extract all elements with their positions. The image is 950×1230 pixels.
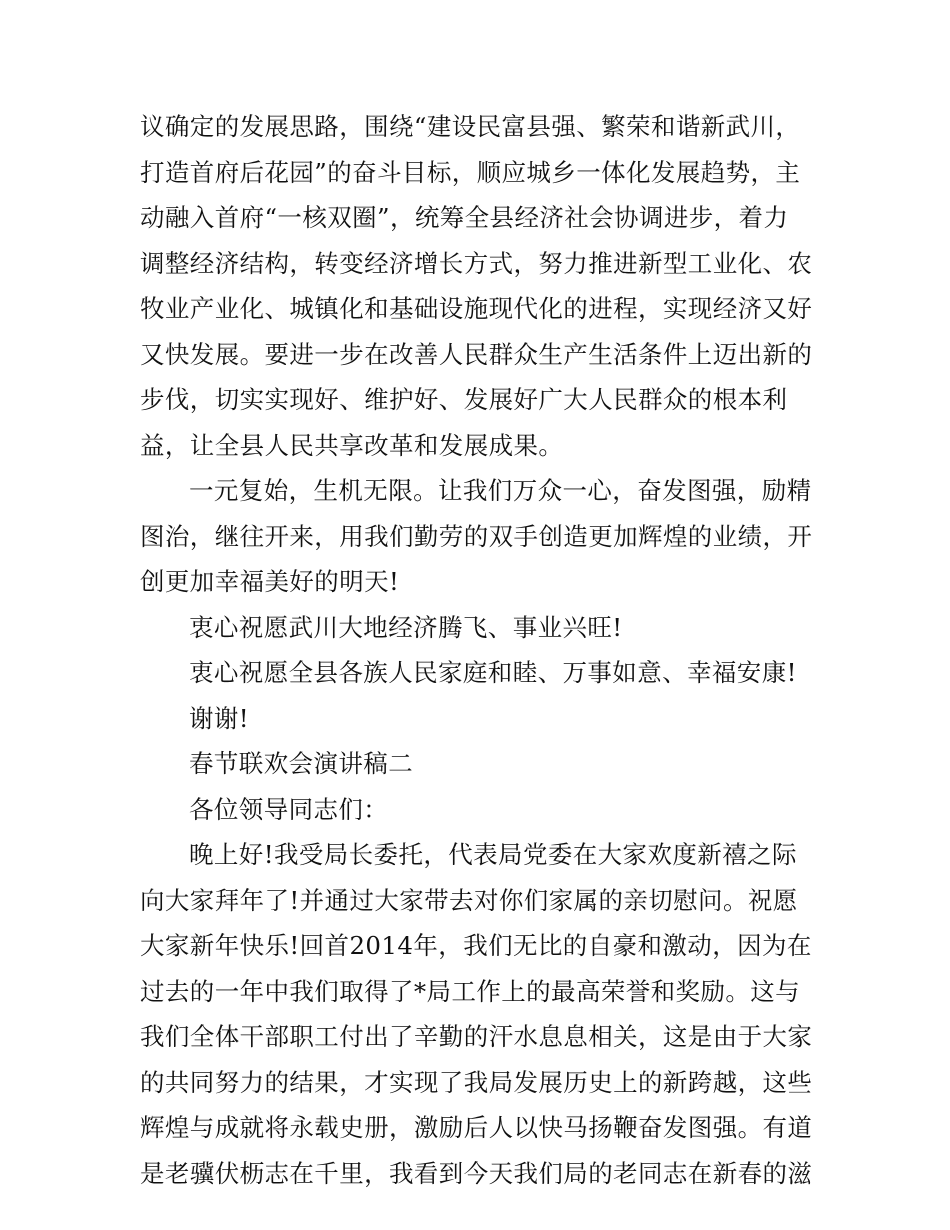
text-line: 过去的一年中我们取得了*局工作上的最高荣誉和奖励。这与: [140, 976, 801, 1006]
text-line: 调整经济结构，转变经济增长方式，努力推进新型工业化、农: [140, 248, 813, 278]
thanks-line: 谢谢!: [189, 703, 250, 733]
text-line: 益，让全县人民共享改革和发展成果。: [140, 430, 564, 460]
text-line: 图治，继往开来，用我们勤劳的双手创造更加辉煌的业绩，开: [140, 521, 813, 551]
paragraph-start-line: 晚上好!我受局长委托，代表局党委在大家欢度新禧之际: [189, 840, 797, 869]
paragraph-start-line: 一元复始，生机无限。让我们万众一心，奋发图强，励精: [189, 476, 812, 505]
text-line: 动融入首府“一核双圈”，统筹全县经济社会协调进步，着力: [140, 203, 789, 232]
text-line: 我们全体干部职工付出了辛勤的汗水息息相关，这是由于大家: [140, 1022, 813, 1051]
text-line: 向大家拜年了!并通过大家带去对你们家属的亲切慰问。祝愿: [140, 885, 798, 915]
text-line: 打造首府后花园”的奋斗目标，顺应城乡一体化发展趋势，主: [140, 157, 801, 187]
text-line: 议确定的发展思路，围绕“建设民富县强、繁荣和谐新武川，: [140, 112, 801, 141]
blessing-line: 衷心祝愿武川大地经济腾飞、事业兴旺!: [189, 612, 623, 642]
text-line: 创更加幸福美好的明天!: [140, 567, 400, 596]
section-title: 春节联欢会演讲稿二: [189, 749, 414, 778]
text-line: 步伐，切实实现好、维护好、发展好广大人民群众的根本利: [140, 385, 788, 414]
text-line: 又快发展。要进一步在改善人民群众生产生活条件上迈出新的: [140, 339, 813, 369]
text-line: 牧业产业化、城镇化和基础设施现代化的进程，实现经济又好: [140, 294, 813, 323]
text-line: 辉煌与成就将永载史册，激励后人以快马扬鞭奋发图强。有道: [140, 1113, 813, 1142]
text-line: 是老骥伏枥志在千里，我看到今天我们局的老同志在新春的滋: [140, 1158, 813, 1188]
blessing-line: 衷心祝愿全县各族人民家庭和睦、万事如意、幸福安康!: [189, 658, 797, 687]
text-line: 的共同努力的结果，才实现了我局发展历史上的新跨越，这些: [140, 1067, 813, 1097]
text-line: 大家新年快乐!回首2014年，我们无比的自豪和激动，因为在: [140, 931, 812, 960]
salutation: 各位领导同志们：: [189, 794, 389, 824]
document-body: [140, 104, 820, 1196]
